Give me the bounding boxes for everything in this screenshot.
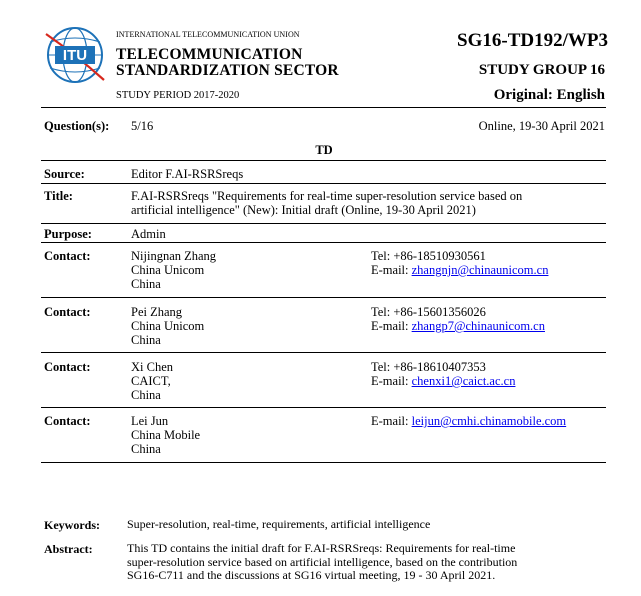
email-link[interactable]: zhangnjn@chinaunicom.cn: [411, 263, 549, 277]
divider: [41, 352, 606, 353]
email-link[interactable]: chenxi1@caict.ac.cn: [411, 374, 516, 388]
email-link[interactable]: leijun@cmhi.chinamobile.com: [411, 414, 567, 428]
contact-2-details: [131, 305, 204, 347]
contact-email-row: [371, 374, 515, 388]
questions-value: 5/16: [131, 119, 154, 133]
purpose-value: Admin: [131, 227, 166, 241]
contact-email-row: [371, 414, 566, 428]
email-prefix: E-mail:: [371, 319, 412, 333]
abstract-line-2: super-resolution service based on artificial intelligence, based on the contribution: [127, 554, 518, 569]
contact-country: China: [131, 277, 161, 291]
contact-country: China: [131, 388, 161, 402]
divider: [41, 407, 606, 408]
contact-label: Contact:: [44, 305, 91, 319]
abstract-line-1: This TD contains the initial draft for F.AI-RSRSreqs: Requirements for real-time: [127, 541, 516, 555]
contact-email-row: [371, 319, 545, 333]
contact-email-row: [371, 263, 548, 277]
org-small: INTERNATIONAL TELECOMMUNICATION UNION: [116, 30, 300, 39]
contact-1-details: [131, 249, 216, 291]
org-line-1: TELECOMMUNICATION: [116, 46, 303, 63]
org-name: [116, 47, 339, 79]
title-line-1: F.AI-RSRSreqs "Requirements for real-time super-resolution service based on: [131, 189, 523, 203]
study-period: STUDY PERIOD 2017-2020: [116, 90, 240, 101]
abstract-line-3: SG16-C711 and the discussions at SG16 virtual meeting, 19 - 30 April 2021.: [127, 568, 496, 582]
purpose-label: Purpose:: [44, 227, 92, 241]
contact-label: Contact:: [44, 249, 91, 263]
original-language: Original: English: [493, 87, 605, 103]
contact-tel: Tel: +86-18510930561: [371, 249, 486, 263]
divider: [41, 183, 606, 184]
divider: [41, 297, 606, 298]
study-group: STUDY GROUP 16: [478, 62, 605, 78]
title-label: Title:: [44, 189, 73, 203]
contact-4-info: [371, 414, 566, 428]
contact-3-info: [371, 360, 515, 388]
contact-1-info: [371, 249, 548, 277]
doc-id: SG16-TD192/WP3: [457, 30, 608, 51]
divider: [41, 160, 606, 161]
contact-label: Contact:: [44, 360, 91, 374]
contact-name: Xi Chen: [131, 360, 174, 374]
itu-logo: [44, 24, 106, 86]
contact-name: Pei Zhang: [131, 305, 183, 319]
keywords-value: Super-resolution, real-time, requirements, artificial intelligence: [127, 517, 431, 531]
meeting-location: Online, 19-30 April 2021: [478, 119, 605, 133]
questions-label: Question(s):: [44, 119, 110, 133]
divider: [41, 107, 606, 108]
source-value: Editor F.AI-RSRSreqs: [131, 167, 244, 181]
contact-name: Lei Jun: [131, 414, 169, 428]
keywords-label: Keywords:: [44, 518, 100, 532]
contact-country: China: [131, 333, 161, 347]
title-line-2: artificial intelligence" (New): Initial draft (Online, 19-30 April 2021): [131, 203, 476, 217]
divider: [41, 462, 606, 463]
email-prefix: E-mail:: [371, 414, 412, 428]
logo-text: ITU: [62, 47, 88, 64]
email-prefix: E-mail:: [371, 374, 412, 388]
email-prefix: E-mail:: [371, 263, 412, 277]
divider: [41, 242, 606, 243]
contact-org: China Unicom: [131, 263, 205, 277]
contact-org: China Mobile: [131, 428, 201, 442]
org-line-2: STANDARDIZATION SECTOR: [116, 62, 339, 79]
contact-4-details: [131, 414, 200, 456]
contact-tel: Tel: +86-18610407353: [371, 360, 486, 374]
source-label: Source:: [44, 167, 85, 181]
abstract-value: [127, 542, 517, 583]
email-link[interactable]: zhangp7@chinaunicom.cn: [411, 319, 545, 333]
title-value: [131, 189, 522, 217]
contact-tel: Tel: +86-15601356026: [371, 305, 486, 319]
contact-2-info: [371, 305, 545, 333]
contact-country: China: [131, 442, 161, 456]
doc-type: TD: [315, 143, 333, 157]
abstract-label: Abstract:: [44, 542, 93, 556]
contact-org: CAICT,: [131, 374, 171, 388]
contact-label: Contact:: [44, 414, 91, 428]
contact-3-details: [131, 360, 173, 402]
contact-name: Nijingnan Zhang: [131, 249, 217, 263]
divider: [41, 223, 606, 224]
contact-org: China Unicom: [131, 319, 205, 333]
